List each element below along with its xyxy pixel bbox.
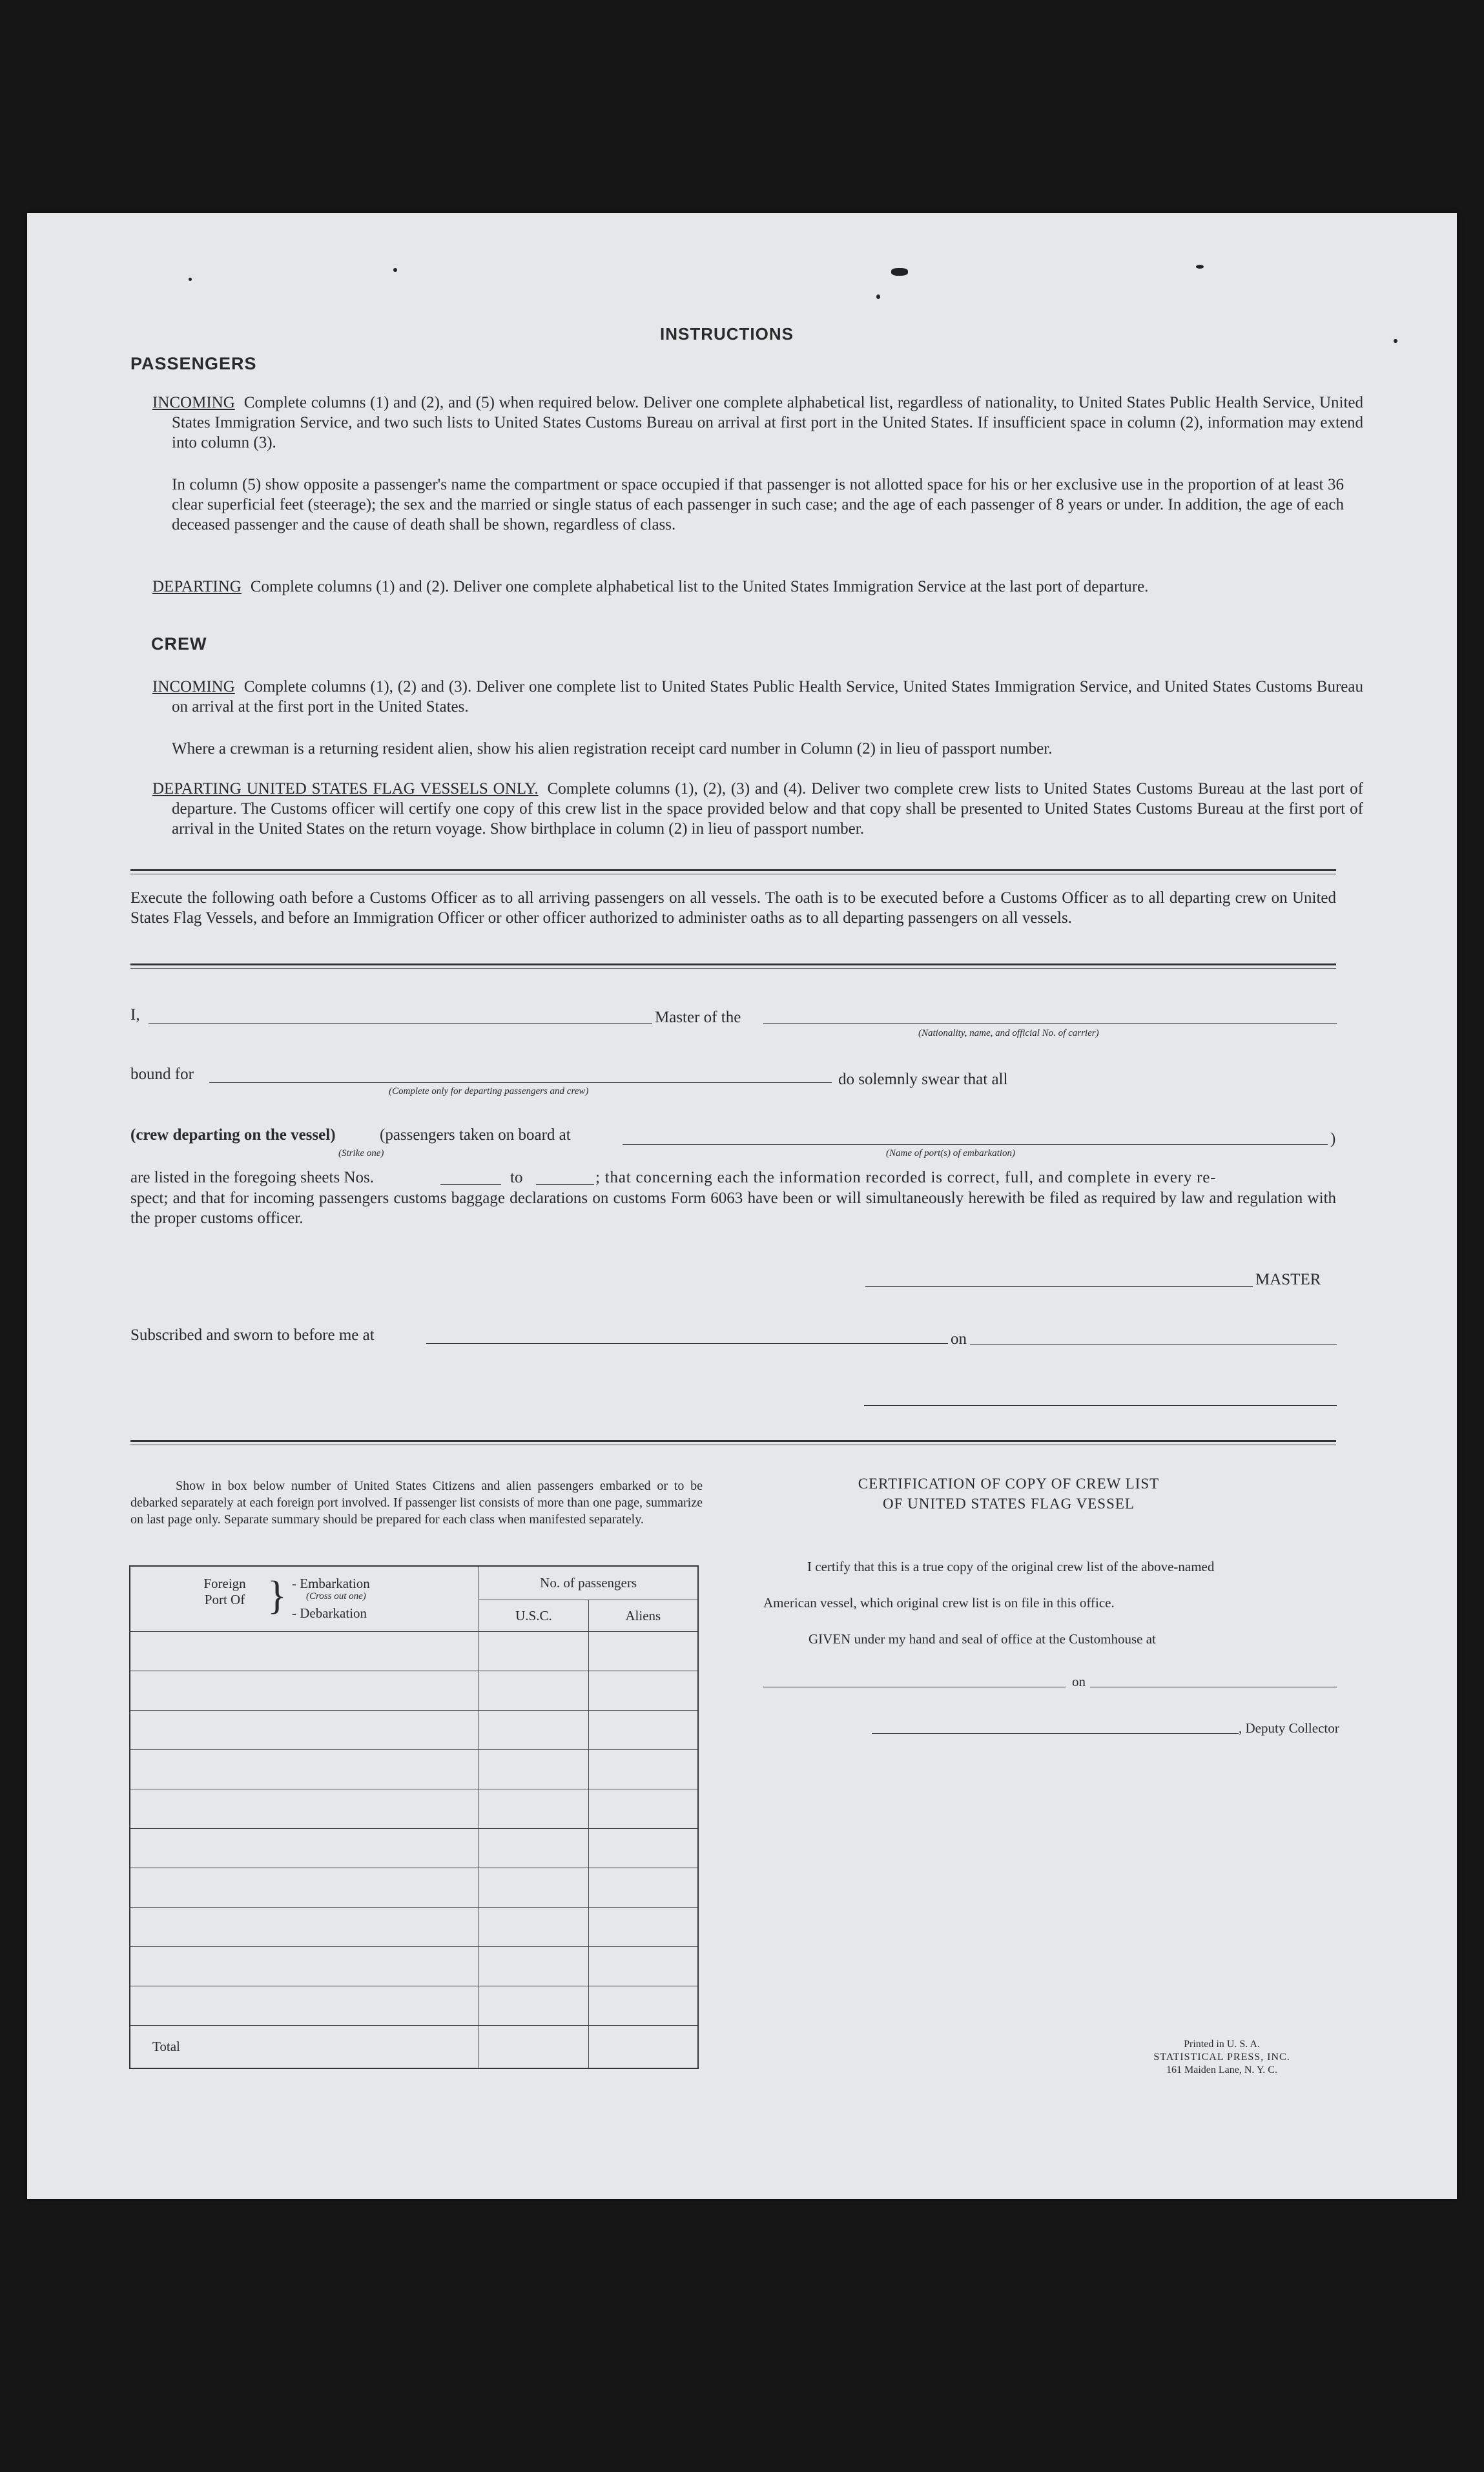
column5-paragraph: In column (5) show opposite a passenger's name the compartment or space occupied if that passenger is not allotted space for his or her exclusive use in the proportion of at least 36 clear superficial feet (steerage); the sex and the married or single status of each passenger in such case; and the age of each passenger of 8 years or under. In addition, the age of each deceased passenger and the cause of death shall be shown, regardless of class. [172, 476, 1344, 533]
double-rule [130, 1440, 1336, 1445]
port-cell[interactable] [130, 1789, 479, 1829]
port-cell[interactable] [130, 1671, 479, 1711]
summary-intro: Show in box below number of United States Citizens and alien passengers embarked or to be debarked separately at each foreign port involved. If passenger list consists of more than one page, summarize on last page only. Separate summary should be prepared for each class when manifested separately. [130, 1479, 703, 1527]
port-cell[interactable] [130, 1711, 479, 1750]
subscribed-label: Subscribed and sworn to before me at [130, 1326, 375, 1344]
port-cell[interactable] [130, 1868, 479, 1908]
aliens-cell[interactable] [588, 1908, 698, 1947]
bound-for-field[interactable] [209, 1082, 832, 1083]
sworn-on-label: on [951, 1330, 967, 1348]
crew-incoming-paragraph [152, 677, 1363, 717]
printer-line2: STATISTICAL PRESS, INC. [1153, 2052, 1290, 2063]
aliens-cell[interactable] [588, 1829, 698, 1868]
usc-cell[interactable] [479, 1829, 588, 1868]
no-of-passengers-header: No. of passengers [479, 1566, 698, 1600]
master-label: MASTER [1255, 1271, 1321, 1288]
debarkation-option[interactable]: - Debarkation [292, 1605, 367, 1621]
crewman-paragraph: Where a crewman is a returning resident alien, show his alien registration receipt card number in Column (2) in lieu of passport number. [172, 740, 1053, 757]
carrier-caption: (Nationality, name, and official No. of carrier) [918, 1028, 1099, 1038]
aliens-total-cell[interactable] [588, 2026, 698, 2068]
scan-speck [891, 268, 908, 276]
form-sheet [27, 213, 1457, 2199]
aliens-cell[interactable] [588, 1711, 698, 1750]
aliens-cell[interactable] [588, 1868, 698, 1908]
usc-cell[interactable] [479, 1986, 588, 2026]
bound-for-caption: (Complete only for departing passengers and crew) [389, 1086, 589, 1097]
master-name-field[interactable] [149, 1023, 652, 1024]
strike-one-caption: (Strike one) [338, 1148, 384, 1159]
brace-icon: } [267, 1574, 287, 1618]
master-signature-field[interactable] [865, 1286, 1253, 1287]
certify-text-2: American vessel, which original crew list is on file in this office. [763, 1595, 1115, 1611]
i-label: I, [130, 1006, 140, 1024]
listed-to: to [510, 1169, 523, 1186]
port-cell[interactable] [130, 1986, 479, 2026]
usc-cell[interactable] [479, 1750, 588, 1789]
aliens-cell[interactable] [588, 1632, 698, 1671]
usc-cell[interactable] [479, 1908, 588, 1947]
certification-on-label: on [1072, 1674, 1086, 1689]
double-rule [130, 963, 1336, 969]
incoming-text: Complete columns (1) and (2), and (5) when required below. Deliver one complete alphabetical list, regardless of nationality, to United States Public Health Service, United States Immigration Service, and two such lists to United States Customs Bureau on arrival at first port in the United States. If insufficient space in column (2), information may extend into column (3). [172, 394, 1363, 451]
printer-line3: 161 Maiden Lane, N. Y. C. [1166, 2065, 1277, 2075]
port-cell[interactable] [130, 1947, 479, 1986]
instructions-title: INSTRUCTIONS [660, 324, 794, 344]
passengers-taken-option[interactable]: (passengers taken on board at [380, 1126, 571, 1144]
usc-cell[interactable] [479, 1711, 588, 1750]
aliens-cell[interactable] [588, 1789, 698, 1829]
total-label: Total [130, 2026, 479, 2068]
port-cell[interactable] [130, 1829, 479, 1868]
port-cell[interactable] [130, 1750, 479, 1789]
swear-text: do solemnly swear that all [838, 1071, 1008, 1088]
aliens-cell[interactable] [588, 1671, 698, 1711]
aliens-header: Aliens [588, 1600, 698, 1632]
scan-speck [189, 278, 192, 281]
ports-caption: (Name of port(s) of embarkation) [886, 1148, 1015, 1159]
aliens-cell[interactable] [588, 1986, 698, 2026]
certification-title [763, 1474, 1254, 1514]
cross-out-caption: (Cross out one) [306, 1591, 366, 1602]
certification-title-line1: CERTIFICATION OF COPY OF CREW LIST [858, 1476, 1160, 1492]
usc-cell[interactable] [479, 1947, 588, 1986]
listed-text-2: ; that concerning each the information recorded is correct, full, and complete in every re- [595, 1169, 1217, 1186]
foreign-port-header [130, 1566, 479, 1632]
crew-heading: CREW [151, 634, 207, 654]
embarkation-option[interactable]: - Embarkation [292, 1576, 370, 1591]
sheet-from-field[interactable] [440, 1184, 501, 1185]
embarkation-port-field[interactable] [623, 1144, 1328, 1145]
deputy-signature-field[interactable] [872, 1733, 1239, 1734]
passengers-departing-paragraph [152, 577, 1363, 597]
crew-departing-option[interactable]: (crew departing on the vessel) [130, 1126, 336, 1144]
usc-cell[interactable] [479, 1868, 588, 1908]
summary-table [129, 1565, 699, 2069]
scan-speck [1394, 339, 1397, 343]
scan-speck [876, 294, 880, 299]
sworn-date-field[interactable] [970, 1344, 1337, 1345]
close-paren: ) [1330, 1130, 1336, 1148]
departing-text: Complete columns (1) and (2). Deliver one complete alphabetical list to the United States Immigration Service at the last port of departure. [250, 578, 1149, 595]
usc-header: U.S.C. [479, 1600, 588, 1632]
usc-cell[interactable] [479, 1789, 588, 1829]
certify-text-1: I certify that this is a true copy of the original crew list of the above-named [807, 1559, 1215, 1574]
deputy-collector-label: , Deputy Collector [1239, 1720, 1339, 1736]
execute-oath-paragraph: Execute the following oath before a Customs Officer as to all arriving passengers on all vessels. The oath is to be executed before a Customs Officer as to all departing crew on United States Flag Vessels, and before an Immigration Officer or other officer authorized to administer oaths as to all departing passengers on all vessels. [130, 889, 1336, 927]
scan-speck [1196, 265, 1204, 269]
listed-text-1: are listed in the foregoing sheets Nos. [130, 1169, 374, 1186]
usc-cell[interactable] [479, 1632, 588, 1671]
printer-imprint [1125, 2038, 1319, 2077]
departing-flag-text: Complete columns (1), (2), (3) and (4). Deliver two complete crew lists to United States Customs Bureau at the last port of departure. The Customs officer will certify one copy of this crew list in the space provided below and that copy shall be presented to United States Customs Bureau at the first port of arrival in the United States on the return voyage. Show birthplace in column (2) in lieu of passport number. [172, 780, 1363, 838]
departing-label: DEPARTING [152, 578, 242, 595]
aliens-cell[interactable] [588, 1750, 698, 1789]
master-of-the-label: Master of the [655, 1009, 741, 1026]
sworn-place-field[interactable] [426, 1343, 948, 1344]
scan-speck [393, 268, 397, 272]
departing-flag-label: DEPARTING UNITED STATES FLAG VESSELS ONLY. [152, 780, 539, 798]
port-cell[interactable] [130, 1632, 479, 1671]
port-cell[interactable] [130, 1908, 479, 1947]
double-rule [130, 869, 1336, 874]
bound-for-label: bound for [130, 1066, 194, 1083]
officer-signature-field[interactable] [864, 1405, 1337, 1406]
aliens-cell[interactable] [588, 1947, 698, 1986]
listed-text-3: spect; and that for incoming passengers customs baggage declarations on customs Form 6063 have been or will simultaneously herewith be filed as required by law and regulation with the proper customs officer. [130, 1190, 1336, 1227]
sheet-to-field[interactable] [536, 1184, 594, 1185]
usc-cell[interactable] [479, 1671, 588, 1711]
crew-incoming-label: INCOMING [152, 678, 235, 695]
usc-total-cell[interactable] [479, 2026, 588, 2068]
printer-line1: Printed in U. S. A. [1184, 2039, 1260, 2050]
foreign-port-label: Foreign Port Of [203, 1576, 246, 1607]
incoming-label: INCOMING [152, 394, 235, 411]
carrier-field[interactable] [763, 1023, 1337, 1024]
departing-flag-paragraph [152, 779, 1363, 839]
certification-title-line2: OF UNITED STATES FLAG VESSEL [883, 1496, 1135, 1512]
crew-incoming-text: Complete columns (1), (2) and (3). Deliver one complete list to United States Public Health Service, United States Immigration Service, and United States Customs Bureau on arrival at the first port in the United States. [172, 678, 1363, 716]
passengers-heading: PASSENGERS [130, 354, 257, 373]
given-text: GIVEN under my hand and seal of office at the Customhouse at [809, 1631, 1156, 1647]
passengers-incoming-paragraph [152, 393, 1363, 453]
